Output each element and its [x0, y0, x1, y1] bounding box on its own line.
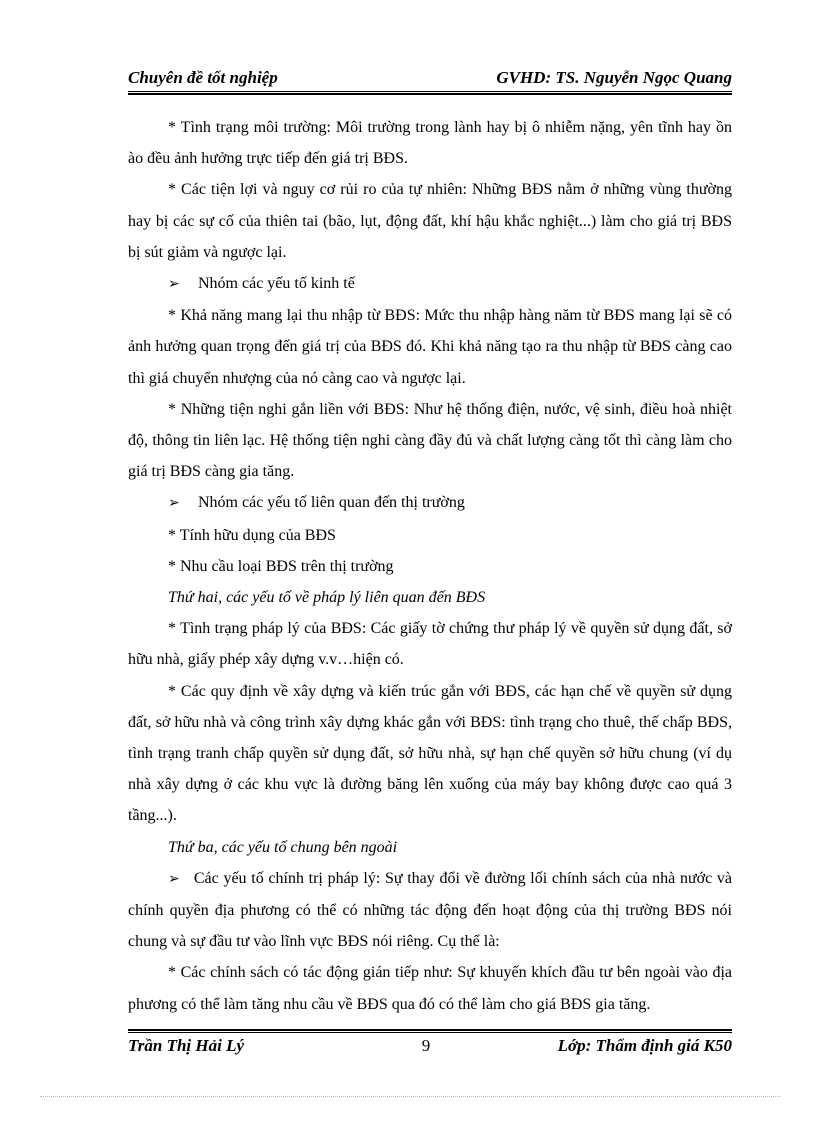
header-left: Chuyên đề tốt nghiệp: [128, 68, 278, 87]
paragraph: * Nhu cầu loại BĐS trên thị trường: [168, 557, 394, 575]
bullet-paragraph: ➢ Các yếu tố chính trị pháp lý: Sự thay đổi về đường lối chính sách của nhà nước và chính quyền địa phương có thể có những tác động đến hoạt động của thị trường BĐS nói chung và sự đầu tư vào lĩnh vực BĐS nói riêng. Cụ thể là:: [128, 869, 733, 951]
page-body: [128, 112, 732, 1020]
footer-class: Lớp: Thẩm định giá K50: [557, 1036, 732, 1055]
page-number: 9: [421, 1036, 431, 1055]
arrow-bullet-icon: ➢: [168, 277, 180, 293]
paragraph: * Các tiện lợi và nguy cơ rủi ro của tự nhiên: Những BĐS nằm ở những vùng thường hay bị các sự cố của thiên tai (bão, lụt, động đất, khí hậu khắc nghiệt...) làm cho giá trị BĐS bị sút giảm và ngược lại.: [128, 181, 732, 261]
paragraph: * Khả năng mang lại thu nhập từ BĐS: Mức thu nhập hàng năm từ BĐS mang lại sẽ có ảnh hưởng quan trọng đến giá trị của BĐS đó. Khi khả năng tạo ra thu nhập từ BĐS càng cao thì giá chuyển nhượng của nó càng cao và ngược lại.: [128, 307, 732, 387]
footer-rule: [128, 1029, 732, 1033]
paragraph: * Tình trạng pháp lý của BĐS: Các giấy tờ chứng thư pháp lý về quyền sử dụng đất, sở hữu nhà, giấy phép xây dựng v.v…hiện có.: [128, 620, 732, 669]
paragraph: * Những tiện nghi gắn liền với BĐS: Như hệ thống điện, nước, vệ sinh, điều hoà nhiệt độ, thông tin liên lạc. Hệ thống tiện nghi càng đầy đủ và chất lượng càng tốt thì càng làm cho giá trị BĐS càng gia tăng.: [128, 400, 732, 481]
section-heading: Thứ hai, các yếu tố về pháp lý liên quan đến BĐS: [168, 589, 486, 607]
paragraph: * Tính hữu dụng của BĐS: [168, 526, 336, 544]
page-header: [128, 66, 732, 92]
section-heading: Thứ ba, các yếu tố chung bên ngoài: [168, 838, 398, 856]
bullet-item: ➢ Nhóm các yếu tố kinh tế: [128, 268, 732, 300]
paragraph: * Tình trạng môi trường: Môi trường trong lành hay bị ô nhiễm nặng, yên tĩnh hay ồn ào đều ảnh hưởng trực tiếp đến giá trị BĐS.: [128, 119, 732, 168]
bullet-item: ➢ Nhóm các yếu tố liên quan đến thị trường: [128, 487, 732, 519]
page-footer: [128, 1036, 732, 1060]
paragraph: * Các chính sách có tác động gián tiếp như: Sự khuyến khích đầu tư bên ngoài vào địa phương có thể làm tăng nhu cầu về BĐS qua đó có thể làm cho giá BĐS gia tăng.: [128, 964, 732, 1013]
arrow-bullet-icon: ➢: [168, 871, 180, 887]
page-boundary: [40, 1096, 780, 1097]
header-rule: [128, 91, 732, 95]
header-right: GVHD: TS. Nguyễn Ngọc Quang: [496, 68, 732, 87]
paragraph: * Các quy định về xây dựng và kiến trúc gắn với BĐS, các hạn chế về quyền sử dụng đất, sở hữu nhà và công trình xây dựng khác gắn với BĐS: tình trạng cho thuê, thế chấp BĐS, tình trạng tranh chấp quyền sử dụng đất, sở hữu nhà, sự hạn chế quyền sở hữu chung (ví dụ nhà xây dựng ở các khu vực là đường băng lên xuống của máy bay không được cao quá 3 tầng...).: [128, 682, 732, 825]
arrow-bullet-icon: ➢: [168, 496, 180, 512]
footer-author: Trần Thị Hải Lý: [128, 1036, 245, 1055]
